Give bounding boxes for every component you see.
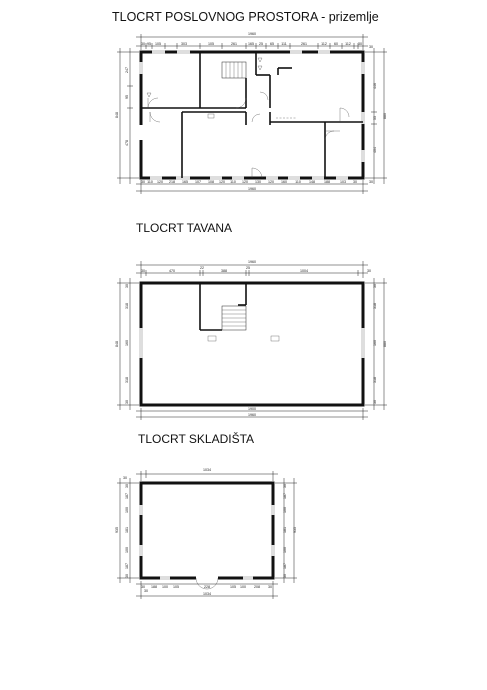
dim-label: 30 [353,180,357,184]
dim-label: 208 [254,585,260,589]
dim-label: 303 [181,42,187,46]
ground-floor-bottom-dims [141,180,357,184]
dim-label: 30 [144,589,148,593]
dim-label: 181 [125,527,129,533]
dim-label: 478 [125,140,129,146]
dim-label: 1960 [248,413,256,417]
dim-label: 30 [283,574,287,578]
dim-label: 105 [155,42,161,46]
dim-label: 105 [208,42,214,46]
dim-label: 120 [268,180,274,184]
dim-label: 1004 [300,269,308,273]
dim-label: 30 [141,585,145,589]
dim-label: 30 [125,484,129,488]
dim-label: 25 [246,266,250,270]
dim-label: 470 [169,269,175,273]
dim-label: 30 [268,585,272,589]
dim-label: 95 [147,42,151,46]
dim-label: 25 [259,42,263,46]
dim-label: 22 [200,266,204,270]
dim-label: 30 [367,269,371,273]
dim-label: 65 [270,42,274,46]
dim-label: 261 [301,42,307,46]
dim-label: 30 [358,42,362,46]
dim-label: 110 [147,180,153,184]
dim-label: 218 [169,180,175,184]
dim-label: 130 [255,180,261,184]
dim-label: 1960 [248,187,256,191]
dim-label: 188 [151,585,157,589]
dim-label: 100 [283,507,287,513]
dim-label: 30 [373,400,377,404]
dim-label: 30 [369,45,373,49]
dim-label: 120 [242,180,248,184]
dim-label: 446 [373,83,377,89]
dim-label: 318 [125,303,129,309]
dim-label: 30 [141,269,145,273]
dim-label: 228 [204,585,210,589]
dim-label: 880 [383,113,387,119]
dim-label: 30 [125,400,129,404]
storage-bottom-dims [141,585,272,589]
dim-label: 95 [125,95,129,99]
dim-label: 30 [141,180,145,184]
dim-label: 1960 [248,260,256,264]
dim-label: 404 [373,147,377,153]
dim-label: 55 [373,116,377,120]
dim-label: 30 [373,284,377,288]
dim-label: 110 [230,180,236,184]
dim-label: 880 [383,341,387,347]
dim-label: 30 [283,484,287,488]
dim-label: 120 [157,180,163,184]
dim-label: 30 [141,42,145,46]
dim-label: 105 [230,585,236,589]
dim-label: 247 [125,67,129,73]
ground-floor-outer-wall [141,52,363,178]
dim-label: 111 [281,42,287,46]
dim-label: 100 [162,585,168,589]
dim-label: 187 [125,493,129,499]
ground-floor-title: TLOCRT POSLOVNOG PROSTORA - prizemlje [112,10,379,24]
ground-floor-plan [115,32,387,194]
dim-label: 107 [195,180,201,184]
dim-label: 103 [340,180,346,184]
dim-label: 318 [125,377,129,383]
dim-label: 100 [125,507,129,513]
dim-top-overall: 1960 [248,32,256,36]
dim-label: 1034 [203,468,211,472]
dim-label: 148 [309,180,315,184]
dim-label: 388 [221,269,227,273]
dim-label: 165 [248,42,254,46]
dim-label: 160 [125,340,129,346]
dim-label: 318 [373,377,377,383]
dim-label: 108 [208,180,214,184]
dim-label: 30 [125,284,129,288]
attic-plan [115,260,387,420]
dim-label: 848 [115,341,119,347]
dim-label: 112 [345,42,351,46]
dim-label: 187 [283,563,287,569]
dim-label: 30 [125,574,129,578]
attic-outer-wall [141,283,363,405]
dim-label: 935 [293,527,297,533]
attic-title: TLOCRT TAVANA [136,221,233,235]
dim-label: 1900 [248,407,256,411]
dim-label: 30 [123,476,127,480]
dim-label: 318 [373,303,377,309]
dim-label: 105 [173,585,179,589]
dim-label: 60 [334,42,338,46]
dim-label: 100 [125,547,129,553]
dim-label: 187 [283,493,287,499]
dim-label: 848 [115,112,119,118]
dim-label: 110 [295,180,301,184]
dim-label: 160 [281,180,287,184]
dim-label: 181 [283,527,287,533]
dim-label: 187 [125,563,129,569]
dim-label: 100 [283,547,287,553]
dim-label: 120 [219,180,225,184]
dim-label: 935 [115,527,119,533]
storage-title: TLOCRT SKLADIŠTA [138,432,255,446]
dim-label: 1034 [203,592,211,596]
storage-outer-wall [141,483,273,578]
storage-plan [115,468,297,599]
dim-label: 100 [240,585,246,589]
dim-label: 30 [369,180,373,184]
dim-label: 160 [373,340,377,346]
dim-label: 188 [324,180,330,184]
dim-label: 112 [321,42,327,46]
dim-label: 261 [231,42,237,46]
dim-label: 165 [182,180,188,184]
